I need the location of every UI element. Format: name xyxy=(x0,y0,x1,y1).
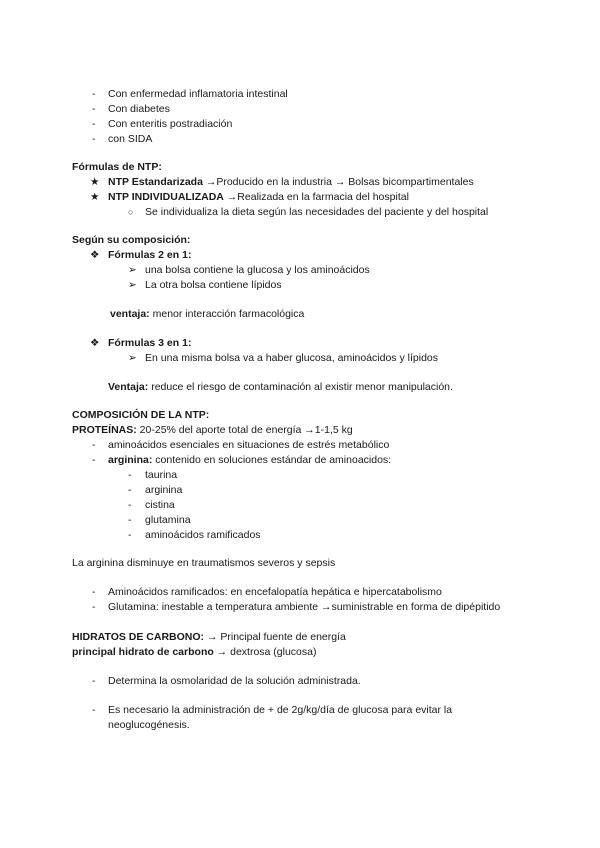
principal-hidrato-rest: → dextrosa (glucosa) xyxy=(213,646,317,658)
sub-list-item: glutamina xyxy=(145,514,191,526)
formula-2en1-title: Fórmulas 2 en 1: xyxy=(108,249,192,261)
principal-hidrato-line xyxy=(72,645,316,659)
ntp-estandarizada-desc: →Producido en la industria → Bolsas bicompartimentales xyxy=(202,176,474,188)
proteinas-line xyxy=(72,423,353,437)
dash-bullet: - xyxy=(92,601,96,613)
proteinas-text: 20-25% del aporte total de energía →1-1,5 kg xyxy=(136,424,353,436)
dash-bullet: - xyxy=(128,499,132,511)
list-item: Es necesario la administración de + de 2g/kg/día de glucosa para evitar la xyxy=(108,704,453,716)
advantage-text: menor interacción farmacológica xyxy=(149,308,305,320)
sub-list-item: arginina xyxy=(145,484,183,496)
formula-3en1-title: Fórmulas 3 en 1: xyxy=(108,337,192,349)
list-item: Determina la osmolaridad de la solución administrada. xyxy=(108,675,361,687)
ntp-estandarizada-term: NTP Estandarizada xyxy=(108,176,203,188)
hidratos-heading-rest: → Principal fuente de energía xyxy=(204,631,346,643)
arginina-line xyxy=(108,453,391,467)
arginina-note: La arginina disminuye en traumatismos severos y sepsis xyxy=(72,557,336,569)
ntp-individualizada-desc: →Realizada en la farmacia del hospital xyxy=(223,191,409,203)
arrow-bullet: ➢ xyxy=(128,352,137,364)
principal-hidrato-label: principal hidrato de carbono xyxy=(72,646,214,658)
arginina-label: arginina: xyxy=(108,454,153,466)
circle-bullet: ○ xyxy=(128,207,134,217)
arrow-bullet: ➢ xyxy=(128,264,137,276)
list-item: Aminoácidos ramificados: en encefalopatía hepática e hipercatabolismo xyxy=(108,586,442,598)
dash-bullet: - xyxy=(92,133,96,145)
formula-3en1-item: En una misma bolsa va a haber glucosa, aminoácidos y lípidos xyxy=(145,352,438,364)
dash-bullet: - xyxy=(128,529,132,541)
sub-list-item: taurina xyxy=(145,469,178,481)
list-item: con SIDA xyxy=(108,133,153,145)
list-item: Con enteritis postradiación xyxy=(108,118,233,130)
formula-3en1-advantage xyxy=(108,380,453,394)
dash-bullet: - xyxy=(128,484,132,496)
dash-bullet: - xyxy=(92,88,96,100)
hidratos-heading: HIDRATOS DE CARBONO: xyxy=(72,631,205,643)
arginina-text: contenido en soluciones estándar de aminoacidos: xyxy=(152,454,392,466)
dash-bullet: - xyxy=(92,103,96,115)
formula-2en1-advantage xyxy=(110,307,304,321)
advantage-label: ventaja: xyxy=(110,308,150,320)
star-bullet: ★ xyxy=(90,176,100,188)
dash-bullet: - xyxy=(92,454,96,466)
formula-2en1-item: una bolsa contiene la glucosa y los aminoácidos xyxy=(145,264,370,276)
dash-bullet: - xyxy=(92,118,96,130)
list-item: Con enfermedad inflamatoria intestinal xyxy=(108,88,288,100)
star-bullet: ★ xyxy=(90,191,100,203)
dash-bullet: - xyxy=(92,439,96,451)
dash-bullet: - xyxy=(92,675,96,687)
dash-bullet: - xyxy=(92,704,96,716)
list-item: Glutamina: inestable a temperatura ambiente →suministrable en forma de dipépitido xyxy=(108,601,501,613)
formulas-heading: Fórmulas de NTP: xyxy=(72,161,162,173)
ntp-estandarizada-line xyxy=(108,175,474,189)
ntp-composition-heading: COMPOSICIÓN DE LA NTP: xyxy=(72,409,210,421)
ntp-individualizada-line xyxy=(108,190,409,204)
dash-bullet: - xyxy=(92,586,96,598)
advantage-label: Ventaja: xyxy=(108,381,149,393)
list-item-continuation: neoglucogénesis. xyxy=(108,719,190,731)
advantage-text: reduce el riesgo de contaminación al existir menor manipulación. xyxy=(148,381,453,393)
diamond-bullet: ❖ xyxy=(90,337,100,349)
list-item: aminoácidos esenciales en situaciones de estrés metabólico xyxy=(108,439,390,451)
diamond-bullet: ❖ xyxy=(90,249,100,261)
dash-bullet: - xyxy=(128,514,132,526)
list-item: Con diabetes xyxy=(108,103,170,115)
dash-bullet: - xyxy=(128,469,132,481)
sub-list-item: aminoácidos ramificados xyxy=(145,529,261,541)
composicion-heading: Según su composición: xyxy=(72,234,191,246)
formula-2en1-item: La otra bolsa contiene lípidos xyxy=(145,279,282,291)
sub-list-item: cistina xyxy=(145,499,175,511)
hidratos-heading-line xyxy=(72,630,346,644)
arrow-bullet: ➢ xyxy=(128,279,137,291)
proteinas-label: PROTEÍNAS: xyxy=(72,424,137,436)
individualizada-sub-item: Se individualiza la dieta según las necesidades del paciente y del hospital xyxy=(145,206,489,218)
ntp-individualizada-term: NTP INDIVIDUALIZADA xyxy=(108,191,224,203)
